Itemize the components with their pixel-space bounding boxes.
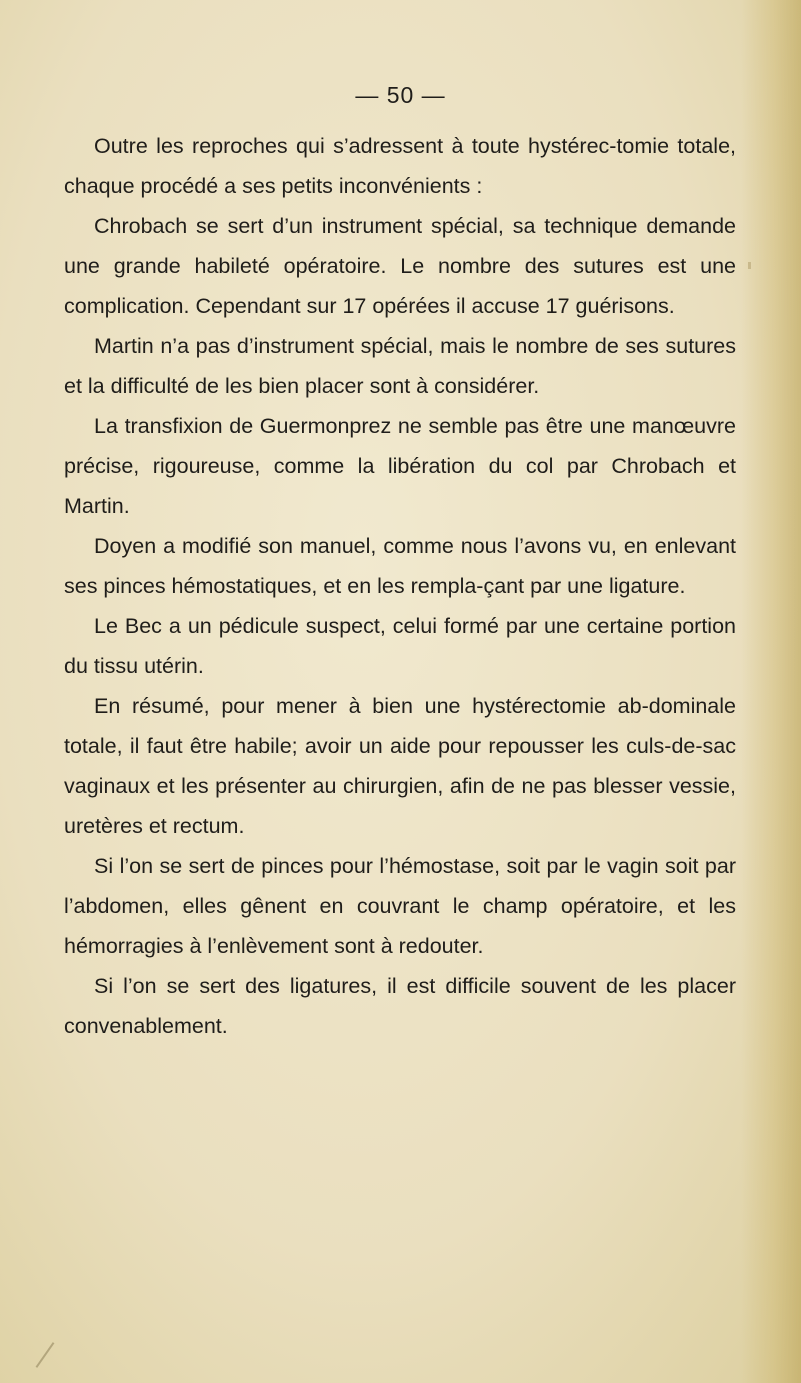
page-edge-shading — [741, 0, 801, 1383]
paper-mark — [36, 1342, 55, 1368]
paragraph-martin: Martin n’a pas d’instrument spécial, mais le nombre de ses sutures et la difficulté de les bien placer sont à considérer. — [64, 334, 736, 398]
paragraph-chrobach: Chrobach se sert d’un instrument spécial, sa technique demande une grande habileté opératoire. Le nombre des sutures est une complication. Cependant sur 17 opérées il accuse 17 guérisons. — [64, 214, 736, 318]
paper-speck — [748, 262, 751, 269]
paragraph-doyen: Doyen a modifié son manuel, comme nous l’avons vu, en enlevant ses pinces hémostatiques, et en les rempla-çant par une ligature. — [64, 534, 736, 598]
paragraph-resume: En résumé, pour mener à bien une hystérectomie ab-dominale totale, il faut être habile; avoir un aide pour repousser les culs-de-sac vaginaux et les présenter au chirurgien, afin de ne pas blesser vessie, uretères et rectum. — [64, 694, 736, 838]
paragraph-ligatures: Si l’on se sert des ligatures, il est difficile souvent de les placer convenablement. — [64, 974, 736, 1038]
paragraph-pinces: Si l’on se sert de pinces pour l’hémostase, soit par le vagin soit par l’abdomen, elles gênent en couvrant le champ opératoire, et les hémorragies à l’enlèvement sont à redouter. — [64, 854, 736, 958]
paragraph-guermonprez: La transfixion de Guermonprez ne semble pas être une manœuvre précise, rigoureuse, comme la libération du col par Chrobach et Martin. — [64, 414, 736, 518]
paragraph-intro: Outre les reproches qui s’adressent à toute hystérec-tomie totale, chaque procédé a ses petits inconvénients : — [64, 134, 736, 198]
body-text — [64, 126, 736, 1046]
page-number: — 50 — — [355, 82, 446, 108]
paragraph-le-bec: Le Bec a un pédicule suspect, celui formé par une certaine portion du tissu utérin. — [64, 614, 736, 678]
